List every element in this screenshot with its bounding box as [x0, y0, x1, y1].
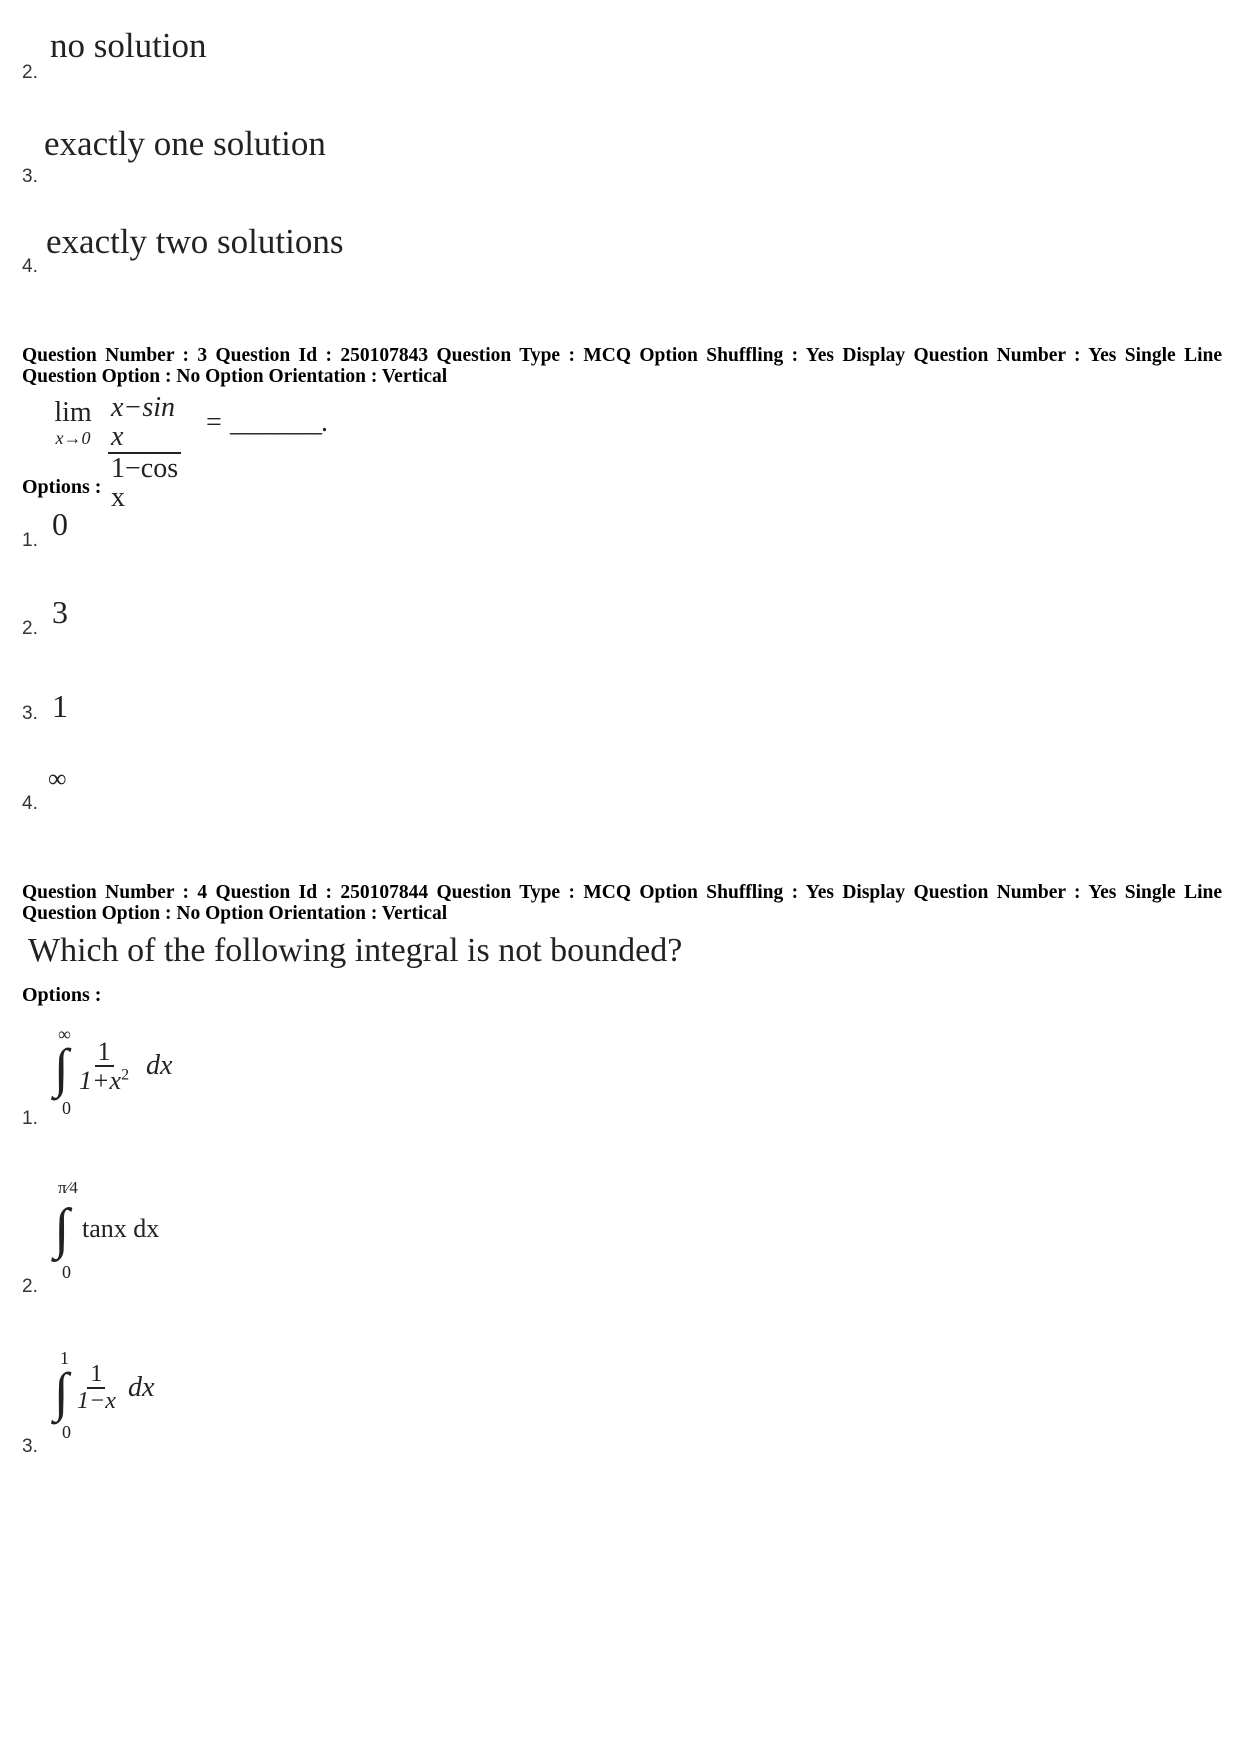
q3-meta: Question Number : 3 Question Id : 250107843 Question Type : MCQ Option Shuffling : Yes Display Question Number : Yes Single Line Question Option : No Option Orientation : Vertical [22, 345, 1222, 387]
q4-option-2-upper-limit: π⁄4 [58, 1178, 78, 1197]
q3-fraction [108, 393, 181, 513]
q3-lim-subscript: x→0 [55, 428, 91, 448]
q4-option-3-denominator: 1−x [77, 1388, 116, 1415]
q3-lim-text: lim [54, 397, 92, 428]
q2-option-4-text: exactly two solutions [46, 222, 344, 261]
q2-option-3-number: 3. [22, 166, 38, 187]
q3-option-1-number: 1. [22, 530, 38, 551]
q3-option-3-number: 3. [22, 703, 38, 724]
q3-option-2-number: 2. [22, 618, 38, 639]
q4-option-3-numerator: 1 [87, 1362, 105, 1389]
q4-option-2-expression [52, 1176, 212, 1286]
q4-option-1-fraction [76, 1038, 132, 1095]
q4-option-3-lower-limit: 0 [62, 1422, 71, 1442]
q3-blank: _______. [230, 407, 327, 438]
q4-option-1-integral-sign: ∫ [54, 1038, 69, 1098]
q3-option-4-text: ∞ [48, 764, 67, 793]
q4-option-3-integral-sign: ∫ [54, 1362, 69, 1422]
q4-option-1-dx: dx [146, 1050, 173, 1081]
q4-option-2-number: 2. [22, 1276, 38, 1297]
q4-option-2-integral-sign: ∫ [54, 1198, 70, 1260]
q4-question-text: Which of the following integral is not bounded? [28, 932, 683, 969]
q4-option-1-number: 1. [22, 1108, 38, 1129]
q3-numerator: x−sin x [108, 393, 181, 454]
q2-option-2-number: 2. [22, 62, 38, 83]
q3-option-1-text: 0 [52, 506, 68, 542]
q3-option-2-text: 3 [52, 594, 68, 630]
q3-denominator: 1−cos x [111, 452, 179, 514]
q4-option-1-denominator: 1+x [79, 1066, 122, 1096]
q4-option-3-upper-limit: 1 [60, 1348, 69, 1368]
q4-option-1-numerator: 1 [95, 1038, 114, 1067]
q3-options-label: Options : [22, 476, 102, 498]
q4-options-label: Options : [22, 984, 102, 1006]
q4-option-2-lower-limit: 0 [62, 1262, 71, 1282]
q4-option-1-lower-limit: 0 [62, 1098, 71, 1118]
q3-limit [46, 399, 100, 449]
q4-option-3-fraction [74, 1362, 119, 1414]
q4-option-1-exponent: 2 [121, 1066, 130, 1084]
q4-option-3-number: 3. [22, 1436, 38, 1457]
q2-option-3-text: exactly one solution [44, 124, 326, 163]
q4-option-2-body: tanx dx [82, 1214, 160, 1243]
q4-option-3-expression [52, 1346, 212, 1446]
q3-equals: = [206, 407, 222, 438]
q2-option-4-number: 4. [22, 256, 38, 277]
q4-option-3-dx: dx [128, 1372, 155, 1403]
q3-option-4-number: 4. [22, 793, 38, 814]
q4-option-1-expression [52, 1024, 212, 1124]
q4-option-1-upper-limit: ∞ [58, 1024, 71, 1044]
q4-meta: Question Number : 4 Question Id : 250107844 Question Type : MCQ Option Shuffling : Yes Display Question Number : Yes Single Line Question Option : No Option Orientation : Vertical [22, 882, 1222, 924]
q3-option-3-text: 1 [52, 688, 68, 724]
q2-option-2-text: no solution [50, 26, 207, 65]
